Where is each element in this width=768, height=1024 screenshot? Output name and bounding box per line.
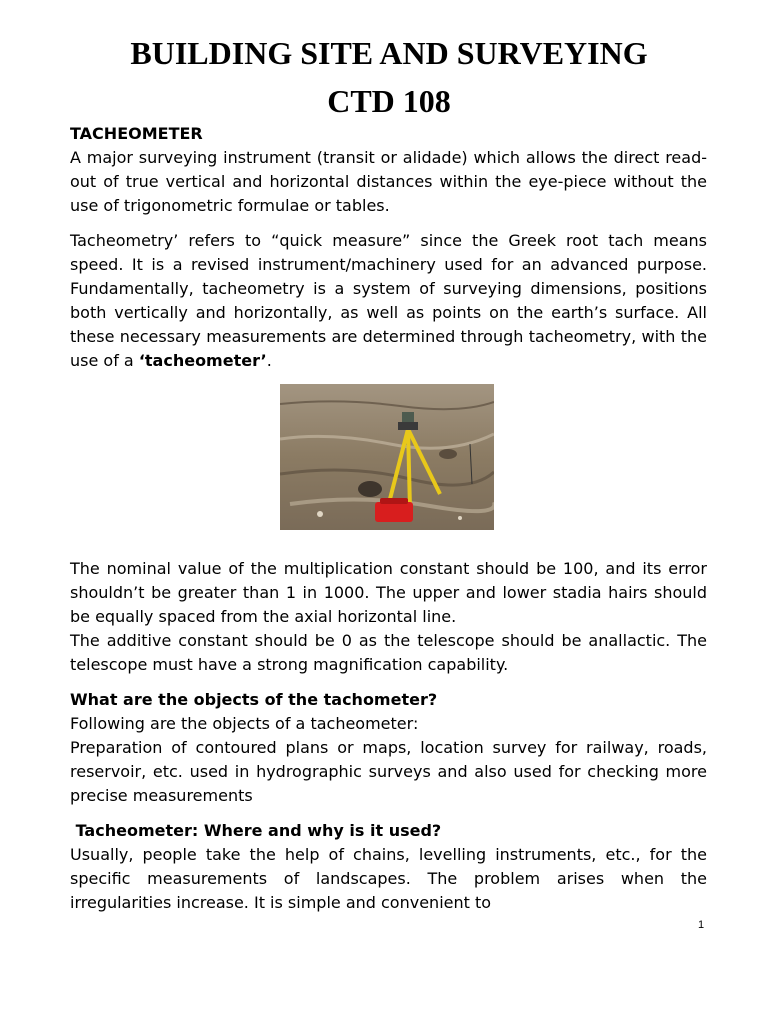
course-code: CTD 108 [327, 83, 451, 119]
section-heading-objects: What are the objects of the tachometer? [70, 690, 438, 709]
paragraph-definition: A major surveying instrument (transit or alidade) which allows the direct read-out of true vertical and horizontal distances within the eye-piece without the use of trigonometric formulae or tables. [70, 148, 707, 215]
paragraph-objects: Preparation of contoured plans or maps, location survey for railway, roads, reservoir, etc. used in hydrographic surveys and also used for checking more precise measurements [70, 738, 707, 805]
document-title: BUILDING SITE AND SURVEYING [130, 35, 648, 71]
section-heading-where-why: Tacheometer: Where and why is it used? [70, 821, 442, 840]
paragraph-constants: The nominal value of the multiplication constant should be 100, and its error shouldn’t be greater than 1 in 1000. The upper and lower stadia hairs should be equally spaced from the axial horizontal line. [70, 559, 707, 626]
paragraph-tacheometry [70, 229, 707, 373]
tacheometer-photo [280, 384, 494, 530]
objects-intro: Following are the objects of a tacheometer: [70, 714, 419, 733]
paragraph-additive-constant: The additive constant should be 0 as the telescope should be anallactic. The telescope must have a strong magnification capability. [70, 631, 707, 674]
section-heading-tacheometer: TACHEOMETER [70, 124, 203, 143]
paragraph-tacheometry-text: Tacheometry’ refers to “quick measure” since the Greek root tach means speed. It is a revised instrument/machinery used for an advanced purpose. Fundamentally, tacheometry is a system of surveying dimensions, positions both vertically and horizontally, as well as points on the earth’s surface. All these necessary measurements are determined through tacheometry, with the use of a [70, 231, 707, 370]
paragraph-where-why: Usually, people take the help of chains, levelling instruments, etc., for the specific measurements of landscapes. The problem arises when the irregularities increase. It is simple and convenient to [70, 845, 707, 912]
page-number: 1 [698, 919, 705, 931]
tacheometer-photo-drawing [280, 384, 494, 530]
bold-term-tacheometer: ‘tacheometer’ [138, 351, 267, 370]
paragraph-tacheometry-end: . [266, 351, 272, 370]
